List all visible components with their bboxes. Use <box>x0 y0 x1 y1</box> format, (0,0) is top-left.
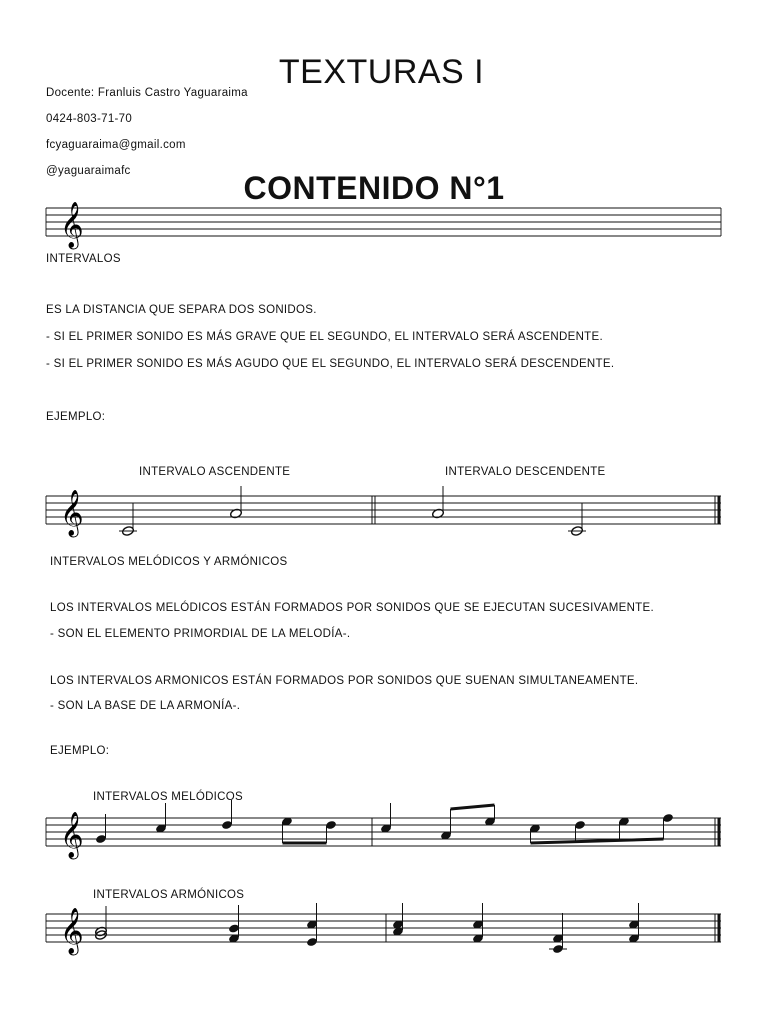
teacher-name: Docente: Franluis Castro Yaguaraima <box>46 87 248 99</box>
definition-line-1: ES LA DISTANCIA QUE SEPARA DOS SONIDOS. <box>46 304 317 316</box>
melodic-line-2: - SON EL ELEMENTO PRIMORDIAL DE LA MELODÍA-. <box>50 628 351 640</box>
quarter-note-chord-icon <box>628 903 640 944</box>
harmonic-line-2: - SON LA BASE DE LA ARMONÍA-. <box>50 700 241 712</box>
ascending-interval-label: INTERVALO ASCENDENTE <box>139 466 291 478</box>
harmonic-line-1: LOS INTERVALOS ARMONICOS ESTÁN FORMADOS POR SONIDOS QUE SUENAN SIMULTANEAMENTE. <box>50 675 639 687</box>
quarter-note-chord-icon <box>472 903 484 944</box>
section-heading-intervals: INTERVALOS <box>46 253 121 265</box>
example-label-2: EJEMPLO: <box>50 745 110 757</box>
melodic-line-1: LOS INTERVALOS MELÓDICOS ESTÁN FORMADOS POR SONIDOS QUE SE EJECUTAN SUCESIVAMENTE. <box>50 602 654 614</box>
quarter-note-chord-icon <box>306 903 318 947</box>
social-handle[interactable]: @yaguaraimafc <box>46 165 131 177</box>
quarter-note-chord-icon <box>228 905 240 944</box>
staff-lines <box>46 914 721 942</box>
definition-line-2: - SI EL PRIMER SONIDO ES MÁS GRAVE QUE EL SEGUNDO, EL INTERVALO SERÁ ASCENDENTE. <box>46 331 603 343</box>
harmonic-intervals-label: INTERVALOS ARMÓNICOS <box>93 889 245 901</box>
phone-number: 0424-803-71-70 <box>46 113 133 125</box>
email-address[interactable]: fcyaguaraima@gmail.com <box>46 139 186 151</box>
quarter-note-chord-icon <box>392 903 404 937</box>
definition-line-3: - SI EL PRIMER SONIDO ES MÁS AGUDO QUE EL SEGUNDO, EL INTERVALO SERÁ DESCENDENTE. <box>46 358 615 370</box>
treble-clef-icon: 𝄞 <box>60 490 84 536</box>
melodic-intervals-label: INTERVALOS MELÓDICOS <box>93 791 243 803</box>
treble-clef-icon: 𝄞 <box>60 908 84 954</box>
quarter-note-chord-icon <box>549 913 567 954</box>
example-label-1: EJEMPLO: <box>46 411 106 423</box>
treble-clef-icon: 𝄞 <box>60 812 84 858</box>
section-heading-melodic-harmonic: INTERVALOS MELÓDICOS Y ARMÓNICOS <box>50 556 288 568</box>
content-title: CONTENIDO N°1 <box>243 170 505 206</box>
page-title: TEXTURAS I <box>278 53 485 91</box>
descending-interval-label: INTERVALO DESCENDENTE <box>445 466 606 478</box>
treble-clef-icon: 𝄞 <box>60 202 84 248</box>
